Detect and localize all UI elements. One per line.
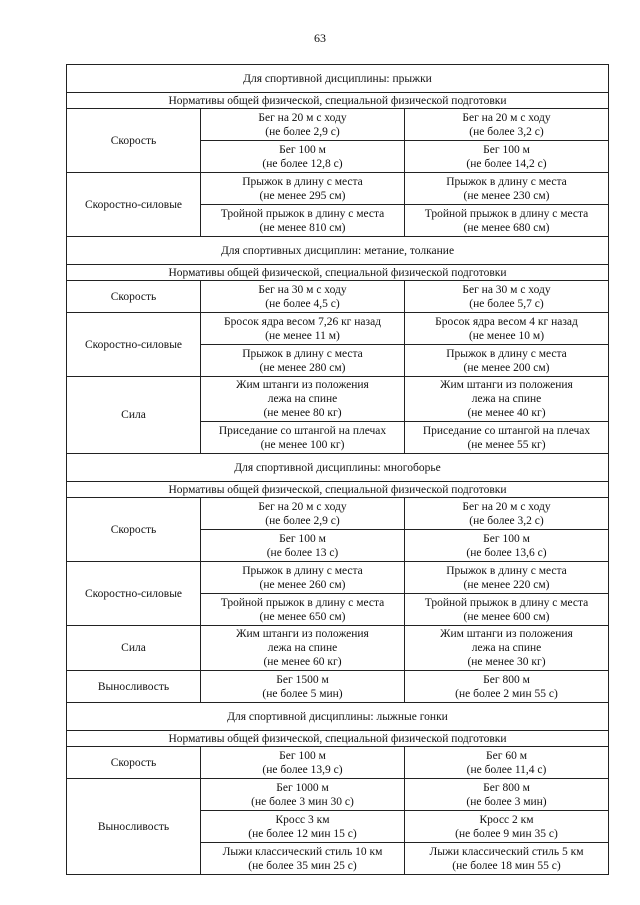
norm-cell-first — [201, 626, 405, 671]
norm-line: лежа на спине — [267, 642, 338, 654]
quality-cell: Скоростно-силовые — [67, 313, 201, 377]
norm-cell-second — [405, 205, 609, 237]
norm-line: (не более 35 мин 25 с) — [248, 859, 357, 872]
norm-line: (не более 3 мин) — [466, 795, 547, 808]
norm-line: Прыжок в длину с места — [446, 175, 567, 188]
norm-line: Приседание со штангой на плечах — [218, 424, 387, 437]
norm-row — [67, 498, 609, 530]
norm-line: (не менее 30 кг) — [467, 656, 546, 668]
norm-cell-first — [201, 779, 405, 811]
norm-cell-second — [405, 562, 609, 594]
norm-line: (не более 9 мин 35 с) — [455, 827, 558, 840]
norm-cell-first — [201, 811, 405, 843]
norm-row — [67, 173, 609, 205]
norm-cell-second — [405, 173, 609, 205]
norm-line: Жим штанги из положения — [236, 628, 369, 640]
norm-line: Прыжок в длину с места — [242, 564, 363, 577]
norm-cell-first — [201, 377, 405, 422]
norm-line: (не менее 100 кг) — [260, 438, 345, 451]
norm-row — [67, 671, 609, 703]
norm-line: Прыжок в длину с места — [446, 564, 567, 577]
norm-line: Бег на 20 м с ходу — [462, 111, 551, 124]
norm-line: Жим штанги из положения — [440, 379, 573, 391]
norm-line: Бросок ядра весом 7,26 кг назад — [223, 315, 382, 328]
norm-cell-first — [201, 747, 405, 779]
norm-line: (не менее 650 см) — [259, 610, 346, 623]
section-title-row — [67, 703, 609, 731]
norm-row — [67, 109, 609, 141]
norm-line: Кросс 3 км — [275, 813, 330, 826]
norm-line: (не более 3 мин 30 с) — [251, 795, 354, 808]
norm-cell-second — [405, 671, 609, 703]
norm-cell-second — [405, 530, 609, 562]
section-title: Для спортивных дисциплин: метание, толкание — [67, 237, 609, 265]
norm-line: (не менее 10 м) — [468, 329, 545, 342]
norm-row — [67, 281, 609, 313]
norm-line: (не более 18 мин 55 с) — [452, 859, 561, 872]
section-subtitle-row — [67, 482, 609, 498]
norm-line: Приседание со штангой на плечах — [422, 424, 591, 437]
norm-line: (не более 3,2 с) — [469, 125, 544, 138]
norm-line: (не менее 60 кг) — [263, 656, 342, 668]
norm-cell-second — [405, 626, 609, 671]
section-title: Для спортивной дисциплины: прыжки — [67, 65, 609, 93]
section-title-row — [67, 454, 609, 482]
norm-line: Бег на 20 м с ходу — [258, 111, 347, 124]
norm-line: (не менее 80 кг) — [263, 407, 342, 419]
norm-line: лежа на спине — [471, 393, 542, 405]
norm-row — [67, 562, 609, 594]
norm-cell-second — [405, 594, 609, 626]
section-subtitle-row — [67, 731, 609, 747]
norm-line: (не более 11,4 с) — [466, 763, 547, 776]
norm-line: Бросок ядра весом 4 кг назад — [435, 315, 578, 328]
norm-line: лежа на спине — [471, 642, 542, 654]
norm-line: Бег 800 м — [483, 781, 530, 794]
norm-line: Прыжок в длину с места — [446, 347, 567, 360]
norm-line: (не более 13,6 с) — [466, 546, 547, 559]
norm-cell-first — [201, 141, 405, 173]
norm-line: Жим штанги из положения — [236, 379, 369, 391]
norm-line: (не более 13 с) — [266, 546, 339, 559]
quality-cell: Выносливость — [67, 779, 201, 875]
norm-line: Бег 60 м — [486, 749, 527, 762]
norm-line: Бег 1000 м — [276, 781, 329, 794]
norm-cell-second — [405, 281, 609, 313]
norm-line: (не менее 230 см) — [463, 189, 550, 202]
norm-cell-first — [201, 173, 405, 205]
norm-line: (не более 13,9 с) — [262, 763, 343, 776]
section-subtitle: Нормативы общей физической, специальной физической подготовки — [67, 731, 609, 747]
norm-row — [67, 313, 609, 345]
norm-cell-first — [201, 562, 405, 594]
norm-line: (не менее 680 см) — [463, 221, 550, 234]
norm-line: (не менее 295 см) — [259, 189, 346, 202]
norm-cell-second — [405, 843, 609, 875]
norm-cell-first — [201, 313, 405, 345]
norm-cell-second — [405, 377, 609, 422]
norm-line: Лыжи классический стиль 5 км — [429, 845, 584, 858]
quality-cell: Скорость — [67, 109, 201, 173]
norm-cell-second — [405, 313, 609, 345]
norm-cell-second — [405, 141, 609, 173]
quality-cell: Скоростно-силовые — [67, 562, 201, 626]
norm-row — [67, 747, 609, 779]
norm-line: (не менее 40 кг) — [467, 407, 546, 419]
norm-line: Тройной прыжок в длину с места — [220, 596, 385, 609]
section-subtitle: Нормативы общей физической, специальной физической подготовки — [67, 265, 609, 281]
norm-line: (не более 14,2 с) — [466, 157, 547, 170]
norm-line: (не более 2 мин 55 с) — [455, 687, 558, 700]
norm-row — [67, 779, 609, 811]
norm-line: Бег 100 м — [483, 143, 530, 156]
norm-line: Лыжи классический стиль 10 км — [222, 845, 383, 858]
norms-table-body — [67, 65, 609, 875]
norm-cell-second — [405, 811, 609, 843]
norm-row — [67, 377, 609, 422]
norm-line: Бег на 20 м с ходу — [462, 500, 551, 513]
section-title-row — [67, 65, 609, 93]
norm-cell-second — [405, 779, 609, 811]
norm-line: Бег 100 м — [483, 532, 530, 545]
quality-cell: Скоростно-силовые — [67, 173, 201, 237]
norm-cell-first — [201, 281, 405, 313]
section-subtitle: Нормативы общей физической, специальной физической подготовки — [67, 482, 609, 498]
norm-cell-second — [405, 498, 609, 530]
section-title-row — [67, 237, 609, 265]
norm-line: Бег 100 м — [279, 143, 326, 156]
norm-row — [67, 626, 609, 671]
norm-line: (не менее 200 см) — [463, 361, 550, 374]
norm-line: (не менее 280 см) — [259, 361, 346, 374]
norm-line: Тройной прыжок в длину с места — [424, 596, 589, 609]
norm-cell-first — [201, 530, 405, 562]
norm-line: (не более 2,9 с) — [265, 125, 340, 138]
norm-line: (не менее 810 см) — [259, 221, 346, 234]
norm-cell-first — [201, 671, 405, 703]
norm-line: Прыжок в длину с места — [242, 347, 363, 360]
norm-line: (не более 2,9 с) — [265, 514, 340, 527]
norm-cell-first — [201, 843, 405, 875]
norm-line: Бег 800 м — [483, 673, 530, 686]
section-title: Для спортивной дисциплины: многоборье — [67, 454, 609, 482]
norm-line: (не менее 260 см) — [259, 578, 346, 591]
norm-line: Жим штанги из положения — [440, 628, 573, 640]
quality-cell: Выносливость — [67, 671, 201, 703]
norm-line: (не более 4,5 с) — [265, 297, 340, 310]
norm-cell-second — [405, 422, 609, 454]
norm-line: Бег на 20 м с ходу — [258, 500, 347, 513]
norm-line: Бег на 30 м с ходу — [462, 283, 551, 296]
norms-table — [66, 64, 609, 875]
page-number: 63 — [314, 31, 326, 45]
norm-cell-first — [201, 498, 405, 530]
section-subtitle-row — [67, 265, 609, 281]
norm-line: (не более 12,8 с) — [262, 157, 343, 170]
quality-cell: Сила — [67, 377, 201, 454]
norm-cell-second — [405, 109, 609, 141]
norm-line: (не менее 220 см) — [463, 578, 550, 591]
norm-line: (не более 3,2 с) — [469, 514, 544, 527]
norm-cell-second — [405, 345, 609, 377]
norm-cell-second — [405, 747, 609, 779]
quality-cell: Скорость — [67, 747, 201, 779]
norm-line: Кросс 2 км — [479, 813, 534, 826]
norm-line: Бег на 30 м с ходу — [258, 283, 347, 296]
section-subtitle: Нормативы общей физической, специальной физической подготовки — [67, 93, 609, 109]
norm-cell-first — [201, 594, 405, 626]
norm-cell-first — [201, 109, 405, 141]
norm-line: (не менее 55 кг) — [467, 438, 546, 451]
norm-line: Тройной прыжок в длину с места — [424, 207, 589, 220]
norm-cell-first — [201, 345, 405, 377]
norm-cell-first — [201, 422, 405, 454]
norm-line: (не более 5,7 с) — [469, 297, 544, 310]
norm-line: лежа на спине — [267, 393, 338, 405]
quality-cell: Скорость — [67, 498, 201, 562]
norm-line: Бег 1500 м — [276, 673, 329, 686]
norm-line: Бег 100 м — [279, 749, 326, 762]
section-subtitle-row — [67, 93, 609, 109]
norm-line: (не более 5 мин) — [262, 687, 343, 700]
quality-cell: Сила — [67, 626, 201, 671]
norm-line: Бег 100 м — [279, 532, 326, 545]
quality-cell: Скорость — [67, 281, 201, 313]
norm-line: (не менее 600 см) — [463, 610, 550, 623]
norm-line: Тройной прыжок в длину с места — [220, 207, 385, 220]
norm-line: Прыжок в длину с места — [242, 175, 363, 188]
section-title: Для спортивной дисциплины: лыжные гонки — [67, 703, 609, 731]
norm-cell-first — [201, 205, 405, 237]
norm-line: (не менее 11 м) — [265, 329, 340, 342]
norm-line: (не более 12 мин 15 с) — [248, 827, 357, 840]
